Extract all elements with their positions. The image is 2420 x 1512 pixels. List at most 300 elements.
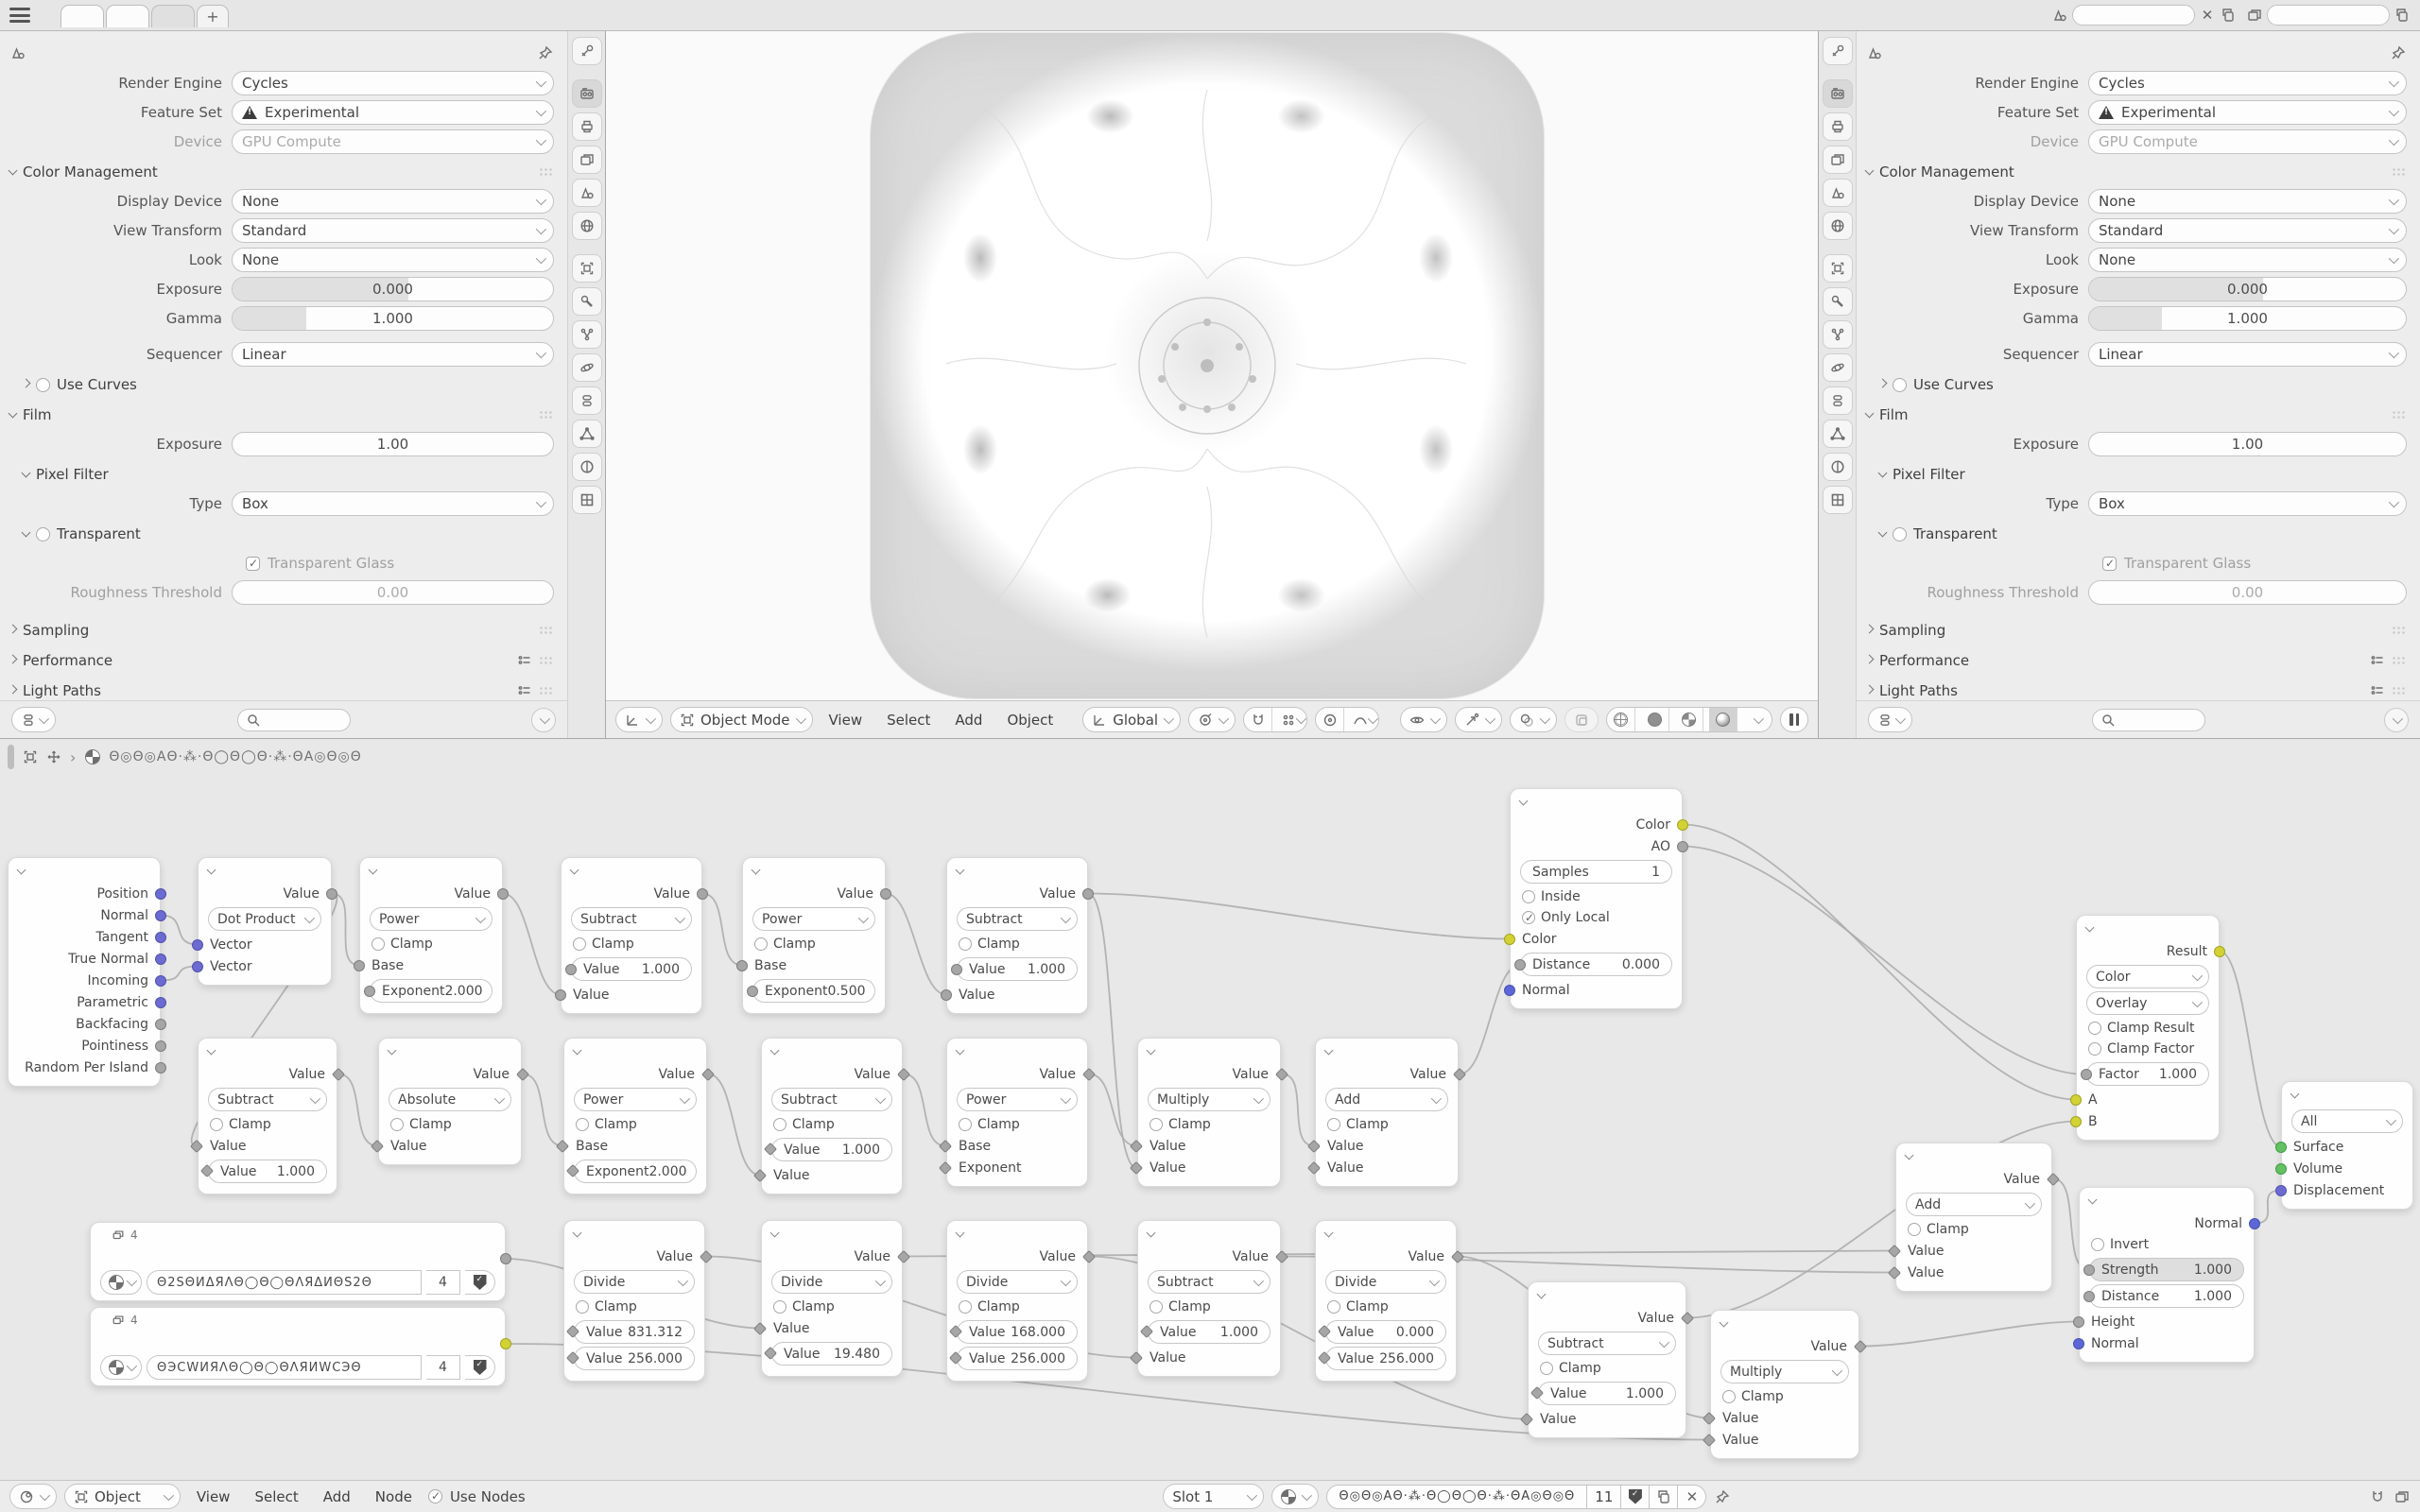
socket-vec[interactable] bbox=[155, 910, 166, 921]
node-field-samples[interactable]: Samples 1 bbox=[1520, 860, 1672, 884]
gamma-slider[interactable]: 1.000 bbox=[2088, 306, 2407, 331]
socket-vec[interactable] bbox=[192, 939, 203, 951]
node-field-value[interactable]: Value 1.000 bbox=[571, 957, 692, 981]
light-paths-section[interactable]: Light Paths bbox=[9, 679, 554, 703]
socket-val[interactable] bbox=[949, 1351, 962, 1365]
node-checkbox-clamp[interactable]: Clamp bbox=[1529, 1358, 1685, 1379]
exposure-slider[interactable]: 0.000 bbox=[2088, 277, 2407, 301]
node-checkbox-clamp[interactable]: Clamp bbox=[562, 934, 701, 954]
node-select-divide[interactable]: Divide bbox=[574, 1270, 695, 1294]
gamma-slider[interactable]: 1.000 bbox=[232, 306, 554, 331]
collapse-icon[interactable] bbox=[2290, 1090, 2300, 1099]
socket-nrm[interactable] bbox=[2073, 1338, 2084, 1349]
xray-toggle[interactable] bbox=[1564, 707, 1599, 732]
collapse-icon[interactable] bbox=[207, 1046, 216, 1056]
collapse-icon[interactable] bbox=[573, 1228, 582, 1238]
socket-val[interactable] bbox=[1082, 1249, 1096, 1263]
new-scene-icon[interactable] bbox=[2220, 7, 2237, 24]
fake-user-shield-button[interactable] bbox=[465, 1355, 495, 1380]
collapse-icon[interactable] bbox=[17, 866, 26, 875]
properties-tab-scene[interactable] bbox=[1823, 179, 1853, 207]
filter-type-select[interactable]: Box bbox=[232, 491, 554, 516]
properties-tab-render[interactable] bbox=[1823, 79, 1853, 108]
node-checkbox-only-local[interactable]: ✓ Only Local bbox=[1511, 907, 1682, 928]
node-select-add[interactable]: Add bbox=[1906, 1193, 2042, 1216]
node-checkbox-clamp[interactable]: Clamp bbox=[947, 1114, 1087, 1135]
socket-val[interactable] bbox=[736, 960, 748, 971]
add-workspace-button[interactable]: + bbox=[197, 5, 229, 27]
film-section[interactable]: Film bbox=[1866, 403, 2407, 427]
collapse-icon[interactable] bbox=[207, 866, 216, 875]
preset-list-icon[interactable] bbox=[2370, 653, 2385, 668]
properties-tab-world[interactable] bbox=[572, 212, 602, 240]
collapse-icon[interactable] bbox=[1147, 1046, 1156, 1056]
exposure-slider[interactable]: 0.000 bbox=[232, 277, 554, 301]
menu-node[interactable]: Node bbox=[374, 1487, 412, 1505]
socket-val[interactable] bbox=[1677, 841, 1688, 852]
socket-val[interactable] bbox=[949, 1325, 962, 1338]
viewport-3d[interactable] bbox=[606, 31, 1818, 738]
unlink-material-button[interactable]: ✕ bbox=[1678, 1485, 1706, 1509]
preset-list-icon[interactable] bbox=[2370, 683, 2385, 698]
socket-val[interactable] bbox=[155, 1019, 166, 1030]
node-checkbox-clamp[interactable]: Clamp bbox=[1316, 1297, 1456, 1317]
socket-val[interactable] bbox=[1318, 1325, 1331, 1338]
properties-tab-view-layer[interactable] bbox=[572, 146, 602, 174]
socket-val[interactable] bbox=[700, 1249, 713, 1263]
collapse-icon[interactable] bbox=[1324, 1046, 1334, 1056]
properties-tab-modifiers[interactable] bbox=[572, 287, 602, 316]
node-checkbox-clamp-result[interactable]: Clamp Result bbox=[2077, 1018, 2219, 1039]
image-browse-button[interactable] bbox=[100, 1270, 142, 1295]
socket-val[interactable] bbox=[1888, 1265, 1901, 1279]
use-curves-section[interactable]: Use Curves bbox=[1879, 372, 2407, 397]
socket-val[interactable] bbox=[2081, 1069, 2092, 1080]
preset-list-icon[interactable] bbox=[517, 653, 532, 668]
socket-val[interactable] bbox=[371, 1139, 384, 1152]
view-transform-select[interactable]: Standard bbox=[232, 218, 554, 243]
socket-val[interactable] bbox=[1514, 959, 1526, 971]
socket-val[interactable] bbox=[2073, 1316, 2084, 1328]
socket-vec[interactable] bbox=[192, 961, 203, 972]
grip-icon[interactable] bbox=[539, 410, 554, 420]
mode-selector[interactable]: Object Mode bbox=[670, 707, 813, 732]
collapse-icon[interactable] bbox=[2088, 1195, 2098, 1205]
socket-val[interactable] bbox=[332, 1067, 345, 1080]
node-select-absolute[interactable]: Absolute bbox=[389, 1088, 511, 1111]
socket-val[interactable] bbox=[500, 1253, 511, 1264]
transparent-section[interactable]: Transparent bbox=[23, 522, 554, 546]
properties-tab-particles[interactable] bbox=[572, 320, 602, 349]
collapse-icon[interactable] bbox=[1537, 1290, 1547, 1299]
node-field-distance[interactable]: Distance 1.000 bbox=[2089, 1284, 2244, 1308]
properties-tab-constraints[interactable] bbox=[1823, 387, 1853, 415]
shading-wireframe[interactable] bbox=[1607, 708, 1635, 731]
node-checkbox-clamp[interactable]: Clamp bbox=[947, 934, 1087, 954]
socket-val[interactable] bbox=[1854, 1339, 1867, 1352]
socket-col[interactable] bbox=[2070, 1116, 2082, 1127]
copy-material-button[interactable] bbox=[1650, 1485, 1678, 1509]
device-select[interactable]: GPU Compute bbox=[232, 129, 554, 154]
grip-icon[interactable] bbox=[2392, 656, 2407, 665]
node-field-value[interactable]: Value 1.000 bbox=[957, 957, 1078, 981]
node-div2[interactable] bbox=[761, 1220, 903, 1377]
pause-render-button[interactable] bbox=[1780, 707, 1808, 732]
pin-icon[interactable] bbox=[537, 44, 554, 61]
socket-val[interactable] bbox=[701, 1067, 715, 1080]
transparent-checkbox[interactable] bbox=[36, 527, 50, 541]
collapse-icon[interactable] bbox=[2085, 923, 2095, 933]
node-select-multiply[interactable]: Multiply bbox=[1720, 1360, 1849, 1383]
sequencer-select[interactable]: Linear bbox=[2088, 342, 2407, 367]
roughness-threshold-field[interactable]: 0.00 bbox=[2088, 580, 2407, 605]
socket-val[interactable] bbox=[1130, 1350, 1143, 1364]
collapse-icon[interactable] bbox=[1905, 1151, 1914, 1160]
device-select[interactable]: GPU Compute bbox=[2088, 129, 2407, 154]
image-users-count[interactable]: 4 bbox=[426, 1355, 460, 1380]
menu-view[interactable]: View bbox=[828, 711, 863, 729]
pivot-point-button[interactable] bbox=[1188, 707, 1236, 732]
properties-tab-render[interactable] bbox=[572, 79, 602, 108]
material-users-count[interactable]: 11 bbox=[1587, 1485, 1621, 1509]
proportional-edit-toggle[interactable] bbox=[1316, 708, 1344, 731]
node-sub5[interactable] bbox=[1137, 1220, 1281, 1377]
properties-tab-modifiers[interactable] bbox=[1823, 287, 1853, 316]
properties-tab-material[interactable] bbox=[572, 453, 602, 481]
node-sub2[interactable] bbox=[946, 857, 1088, 1014]
node-dot[interactable] bbox=[198, 857, 332, 986]
use-curves-checkbox[interactable] bbox=[36, 378, 50, 392]
node-checkbox-clamp[interactable]: Clamp bbox=[1896, 1219, 2051, 1240]
socket-val[interactable] bbox=[566, 1351, 579, 1365]
properties-tab-tool[interactable] bbox=[572, 37, 602, 65]
socket-vec[interactable] bbox=[155, 932, 166, 943]
socket-val[interactable] bbox=[2083, 1264, 2095, 1276]
node-pow3[interactable] bbox=[563, 1038, 707, 1194]
socket-val[interactable] bbox=[1130, 1160, 1143, 1174]
node-select-subtract[interactable]: Subtract bbox=[1538, 1332, 1676, 1355]
film-section[interactable]: Film bbox=[9, 403, 554, 427]
use-nodes-checkbox[interactable] bbox=[428, 1489, 442, 1503]
node-checkbox-clamp[interactable]: Clamp bbox=[199, 1114, 337, 1135]
node-select-all[interactable]: All bbox=[2291, 1109, 2403, 1133]
scene-name-field[interactable] bbox=[2072, 5, 2195, 26]
socket-col[interactable] bbox=[1677, 819, 1688, 831]
node-select-subtract[interactable]: Subtract bbox=[208, 1088, 327, 1111]
light-paths-section[interactable]: Light Paths bbox=[1866, 679, 2407, 703]
node-checkbox-clamp[interactable]: Clamp bbox=[379, 1114, 521, 1135]
pin-icon[interactable] bbox=[2390, 44, 2407, 61]
grip-icon[interactable] bbox=[539, 626, 554, 635]
socket-val[interactable] bbox=[354, 960, 365, 971]
node-select-dot-product[interactable]: Dot Product bbox=[208, 907, 321, 931]
properties-tab-object-data[interactable] bbox=[1823, 420, 1853, 448]
render-engine-select[interactable]: Cycles bbox=[2088, 71, 2407, 95]
workspace-tab-2[interactable] bbox=[106, 5, 149, 27]
use-curves-section[interactable]: Use Curves bbox=[23, 372, 554, 397]
visibility-dropdown[interactable] bbox=[1400, 707, 1447, 732]
collapse-icon[interactable] bbox=[956, 1046, 965, 1056]
socket-val[interactable] bbox=[1130, 1139, 1143, 1152]
node-field-value[interactable]: Value 256.000 bbox=[1325, 1347, 1446, 1370]
node-field-value[interactable]: Value 1.000 bbox=[208, 1160, 327, 1183]
look-select[interactable]: None bbox=[2088, 248, 2407, 272]
view-layer-name-field[interactable] bbox=[2267, 5, 2390, 26]
properties-tab-object[interactable] bbox=[1823, 254, 1853, 283]
node-out[interactable] bbox=[2281, 1081, 2413, 1210]
node-field-exponent[interactable]: Exponent 2.000 bbox=[574, 1160, 697, 1183]
socket-val[interactable] bbox=[1307, 1139, 1321, 1152]
grip-icon[interactable] bbox=[539, 167, 554, 177]
socket-col[interactable] bbox=[2214, 946, 2225, 957]
preset-list-icon[interactable] bbox=[517, 683, 532, 698]
node-bump[interactable] bbox=[2079, 1187, 2255, 1363]
transparent-section[interactable]: Transparent bbox=[1879, 522, 2407, 546]
sampling-section[interactable]: Sampling bbox=[9, 618, 554, 643]
scrollbar-handle[interactable] bbox=[8, 745, 14, 769]
transparent-glass-checkbox[interactable] bbox=[246, 557, 260, 571]
color-management-section[interactable]: Color Management bbox=[1866, 160, 2407, 184]
material-browse-button[interactable] bbox=[1271, 1484, 1319, 1509]
menu-select[interactable]: Select bbox=[887, 711, 931, 729]
shader-node-editor[interactable] bbox=[0, 738, 2420, 1512]
node-select-power[interactable]: Power bbox=[957, 1088, 1078, 1111]
properties-tab-scene[interactable] bbox=[572, 179, 602, 207]
socket-val[interactable] bbox=[1140, 1325, 1153, 1338]
node-geometry[interactable] bbox=[8, 857, 161, 1087]
grip-icon[interactable] bbox=[539, 686, 554, 696]
node-checkbox-clamp[interactable]: Clamp bbox=[947, 1297, 1087, 1317]
socket-val[interactable] bbox=[190, 1139, 203, 1152]
node-field-exponent[interactable]: Exponent 2.000 bbox=[370, 979, 493, 1003]
node-select-multiply[interactable]: Multiply bbox=[1148, 1088, 1270, 1111]
node-checkbox-clamp-factor[interactable]: Clamp Factor bbox=[2077, 1039, 2219, 1059]
snap-icon[interactable] bbox=[2369, 1488, 2386, 1505]
node-select-subtract[interactable]: Subtract bbox=[771, 1088, 892, 1111]
socket-val[interactable] bbox=[951, 964, 962, 975]
options-button[interactable] bbox=[2384, 708, 2409, 732]
snap-target-dropdown[interactable] bbox=[1278, 708, 1306, 731]
socket-val[interactable] bbox=[1681, 1311, 1694, 1324]
node-sub1[interactable] bbox=[561, 857, 702, 1014]
node-ao[interactable] bbox=[1510, 788, 1683, 1009]
node-select-color[interactable]: Color bbox=[2086, 965, 2209, 988]
socket-vec[interactable] bbox=[155, 997, 166, 1008]
socket-val[interactable] bbox=[566, 1325, 579, 1338]
properties-breadcrumb-icon[interactable] bbox=[9, 44, 26, 61]
image-name-field[interactable]: ΘЭCWИЯΛΘ◯Θ◯ΘΛЯИWCЭΘ bbox=[147, 1355, 422, 1380]
socket-nrm[interactable] bbox=[1504, 985, 1515, 996]
socket-vec[interactable] bbox=[2275, 1185, 2287, 1196]
node-field-value[interactable]: Value 168.000 bbox=[957, 1320, 1078, 1344]
collapse-icon[interactable] bbox=[369, 866, 378, 875]
socket-val[interactable] bbox=[941, 989, 952, 1001]
socket-val[interactable] bbox=[1318, 1351, 1331, 1365]
node-field-value[interactable]: Value 256.000 bbox=[957, 1347, 1078, 1370]
socket-val[interactable] bbox=[1530, 1386, 1544, 1400]
socket-vec[interactable] bbox=[155, 975, 166, 987]
node-checkbox-clamp[interactable]: Clamp bbox=[1316, 1114, 1458, 1135]
menu-add[interactable]: Add bbox=[955, 711, 983, 729]
workspace-tab-1[interactable] bbox=[60, 5, 104, 27]
grip-icon[interactable] bbox=[539, 656, 554, 665]
socket-val[interactable] bbox=[566, 1164, 579, 1177]
properties-tab-output[interactable] bbox=[572, 112, 602, 141]
options-button[interactable] bbox=[531, 708, 556, 732]
color-management-section[interactable]: Color Management bbox=[9, 160, 554, 184]
image-users-count[interactable]: 4 bbox=[426, 1270, 460, 1295]
socket-val[interactable] bbox=[1275, 1067, 1288, 1080]
render-engine-select[interactable]: Cycles bbox=[232, 71, 554, 95]
menu-view[interactable]: View bbox=[196, 1487, 231, 1505]
node-field-strength[interactable]: Strength 1.000 bbox=[2089, 1258, 2244, 1281]
menu-add[interactable]: Add bbox=[322, 1487, 351, 1505]
node-checkbox-invert[interactable]: Invert bbox=[2080, 1234, 2254, 1255]
app-menu-icon[interactable] bbox=[9, 8, 30, 23]
socket-val[interactable] bbox=[1703, 1433, 1716, 1446]
search-input[interactable] bbox=[2121, 712, 2197, 728]
grip-icon[interactable] bbox=[2392, 686, 2407, 696]
socket-val[interactable] bbox=[555, 989, 566, 1001]
node-select-divide[interactable]: Divide bbox=[957, 1270, 1078, 1294]
collapse-icon[interactable] bbox=[388, 1046, 397, 1056]
feature-set-select[interactable]: ! Experimental bbox=[232, 100, 554, 125]
socket-val[interactable] bbox=[1275, 1249, 1288, 1263]
filter-toggle-button[interactable] bbox=[11, 707, 56, 732]
socket-val[interactable] bbox=[764, 1143, 777, 1156]
node-field-value[interactable]: Value 0.000 bbox=[1325, 1320, 1446, 1344]
editor-type-button[interactable] bbox=[615, 707, 663, 732]
node-sub4[interactable] bbox=[761, 1038, 903, 1194]
grip-icon[interactable] bbox=[2392, 167, 2407, 177]
node-checkbox-clamp[interactable]: Clamp bbox=[1138, 1297, 1280, 1317]
snap-toggle[interactable] bbox=[1244, 708, 1272, 731]
node-mul1[interactable] bbox=[1137, 1038, 1281, 1187]
pixel-filter-section[interactable]: Pixel Filter bbox=[23, 462, 554, 487]
display-device-select[interactable]: None bbox=[232, 189, 554, 214]
socket-col[interactable] bbox=[1504, 934, 1515, 945]
node-checkbox-clamp[interactable]: Clamp bbox=[360, 934, 502, 954]
socket-val[interactable] bbox=[897, 1067, 910, 1080]
view-transform-select[interactable]: Standard bbox=[2088, 218, 2407, 243]
socket-val[interactable] bbox=[497, 888, 509, 900]
node-select-subtract[interactable]: Subtract bbox=[957, 907, 1078, 931]
sampling-section[interactable]: Sampling bbox=[1866, 618, 2407, 643]
collapse-icon[interactable] bbox=[956, 1228, 965, 1238]
node-select-power[interactable]: Power bbox=[574, 1088, 697, 1111]
properties-tab-physics[interactable] bbox=[572, 353, 602, 382]
transform-orientation[interactable]: Global bbox=[1082, 707, 1181, 732]
socket-val[interactable] bbox=[1888, 1244, 1901, 1257]
properties-tab-physics[interactable] bbox=[1823, 353, 1853, 382]
properties-tab-particles[interactable] bbox=[1823, 320, 1853, 349]
socket-val[interactable] bbox=[747, 986, 758, 997]
properties-tab-tool[interactable] bbox=[1823, 37, 1853, 65]
node-field-value[interactable]: Value 831.312 bbox=[574, 1320, 695, 1344]
node-add2[interactable] bbox=[1895, 1143, 2052, 1292]
fake-user-shield-button[interactable] bbox=[465, 1270, 495, 1295]
pin-icon[interactable] bbox=[1714, 1488, 1731, 1505]
socket-shd[interactable] bbox=[2275, 1142, 2287, 1153]
menu-object[interactable]: Object bbox=[1007, 711, 1054, 729]
collapse-icon[interactable] bbox=[1324, 1228, 1334, 1238]
collapse-icon[interactable] bbox=[752, 866, 761, 875]
transparent-glass-checkbox[interactable] bbox=[2102, 557, 2117, 571]
node-div4[interactable] bbox=[1315, 1220, 1457, 1382]
node-abs1[interactable] bbox=[378, 1038, 522, 1165]
node-checkbox-clamp[interactable]: Clamp bbox=[1711, 1386, 1858, 1407]
properties-breadcrumb-icon[interactable] bbox=[1866, 44, 1883, 61]
node-field-factor[interactable]: Factor 1.000 bbox=[2086, 1062, 2209, 1086]
pixel-filter-section[interactable]: Pixel Filter bbox=[1879, 462, 2407, 487]
socket-val[interactable] bbox=[516, 1067, 529, 1080]
properties-tab-texture[interactable] bbox=[1823, 486, 1853, 514]
socket-val[interactable] bbox=[1082, 888, 1094, 900]
display-device-select[interactable]: None bbox=[2088, 189, 2407, 214]
collapse-icon[interactable] bbox=[956, 866, 965, 875]
node-imgA[interactable]: 4 Θ2SΘИΔЯΛΘ◯Θ◯ΘΛЯΔИΘS2Θ 4 ✓ bbox=[90, 1222, 506, 1301]
editor-type-button[interactable] bbox=[9, 1484, 57, 1509]
menu-select[interactable]: Select bbox=[254, 1487, 299, 1505]
socket-val[interactable] bbox=[753, 1321, 767, 1334]
feature-set-select[interactable]: ! Experimental bbox=[2088, 100, 2407, 125]
collapse-icon[interactable] bbox=[1519, 797, 1529, 806]
properties-tab-material[interactable] bbox=[1823, 453, 1853, 481]
node-checkbox-clamp[interactable]: Clamp bbox=[564, 1297, 704, 1317]
socket-val[interactable] bbox=[939, 1160, 952, 1174]
film-exposure-field[interactable]: 1.00 bbox=[232, 432, 554, 456]
properties-tab-texture[interactable] bbox=[572, 486, 602, 514]
node-pow4[interactable] bbox=[946, 1038, 1088, 1187]
socket-val[interactable] bbox=[2047, 1172, 2060, 1185]
node-checkbox-clamp[interactable]: Clamp bbox=[1138, 1114, 1280, 1135]
properties-tab-object-data[interactable] bbox=[572, 420, 602, 448]
node-field-value[interactable]: Value 1.000 bbox=[1538, 1382, 1676, 1405]
socket-val[interactable] bbox=[939, 1139, 952, 1152]
socket-val[interactable] bbox=[897, 1249, 910, 1263]
node-field-exponent[interactable]: Exponent 0.500 bbox=[752, 979, 875, 1003]
node-pow2[interactable] bbox=[742, 857, 886, 1014]
node-checkbox-clamp[interactable]: Clamp bbox=[743, 934, 885, 954]
node-pow1[interactable] bbox=[359, 857, 503, 1014]
node-canvas[interactable] bbox=[0, 739, 2420, 1512]
shading-material[interactable] bbox=[1675, 708, 1703, 731]
socket-val[interactable] bbox=[1451, 1249, 1464, 1263]
node-select-power[interactable]: Power bbox=[370, 907, 493, 931]
socket-val[interactable] bbox=[2083, 1291, 2095, 1302]
node-mix[interactable] bbox=[2076, 915, 2220, 1141]
film-exposure-field[interactable]: 1.00 bbox=[2088, 432, 2407, 456]
collapse-icon[interactable] bbox=[570, 866, 579, 875]
socket-val[interactable] bbox=[565, 964, 577, 975]
node-field-value[interactable]: Value 19.480 bbox=[771, 1342, 892, 1366]
socket-val[interactable] bbox=[1520, 1412, 1533, 1425]
shading-dropdown[interactable] bbox=[1743, 708, 1772, 731]
socket-val[interactable] bbox=[364, 986, 375, 997]
roughness-threshold-field[interactable]: 0.00 bbox=[232, 580, 554, 605]
socket-val[interactable] bbox=[556, 1139, 569, 1152]
node-add1[interactable] bbox=[1315, 1038, 1459, 1187]
performance-section[interactable]: Performance bbox=[1866, 648, 2407, 673]
socket-col[interactable] bbox=[2070, 1094, 2082, 1106]
use-curves-checkbox[interactable] bbox=[1893, 378, 1907, 392]
image-name-field[interactable]: Θ2SΘИΔЯΛΘ◯Θ◯ΘΛЯΔИΘS2Θ bbox=[147, 1270, 422, 1295]
collapse-icon[interactable] bbox=[1147, 1228, 1156, 1238]
performance-section[interactable]: Performance bbox=[9, 648, 554, 673]
node-select-add[interactable]: Add bbox=[1325, 1088, 1448, 1111]
properties-search[interactable] bbox=[237, 709, 351, 731]
new-view-layer-icon[interactable] bbox=[2394, 7, 2411, 24]
